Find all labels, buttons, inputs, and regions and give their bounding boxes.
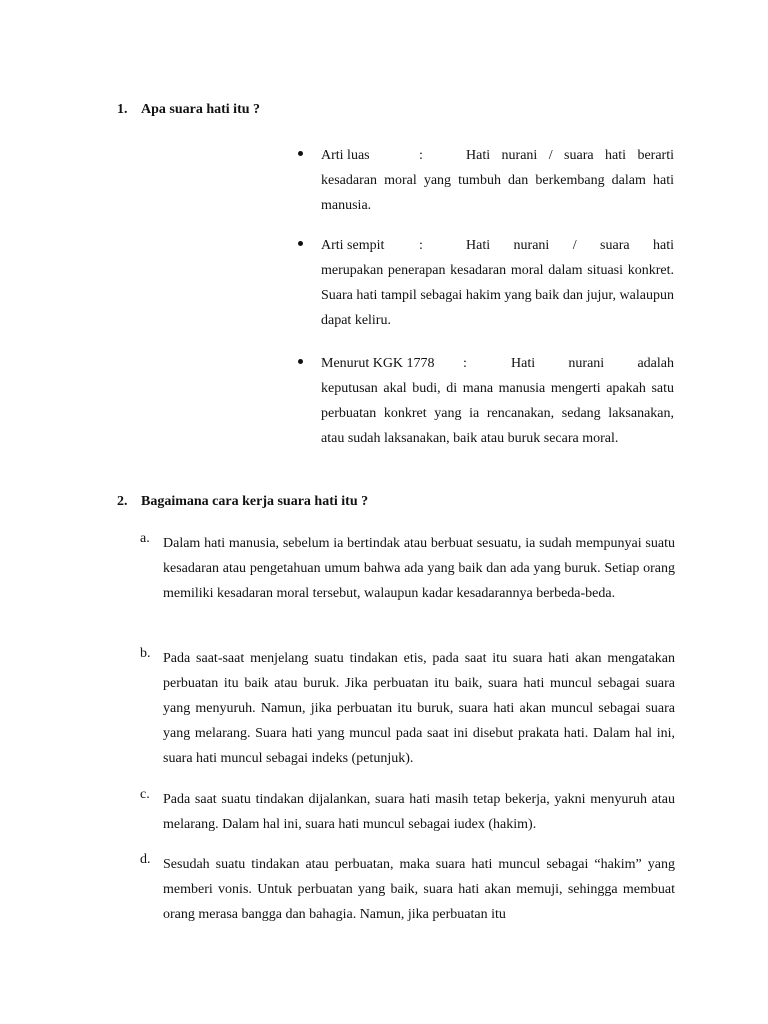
section-2-number: 2. [117,494,128,509]
list-item-b [140,646,675,771]
list-marker: b. [140,646,151,661]
list-item-text: Dalam hati manusia, sebelum ia bertindak atau berbuat sesuatu, ia sudah mempunyai suatu kesadaran atau pengetahuan umum bahwa ada yang baik dan ada yang buruk. Setiap orang memiliki kesadaran moral tersebut, walaupun kadar kesadarannya berbeda-beda. [163,536,675,601]
section-2-heading [117,494,368,510]
section-1-title: Apa suara hati itu ? [141,102,261,117]
bullet-continuation: merupakan penerapan kesadaran moral dalam situasi konkret. Suara hati tampil sebagai hakim yang baik dan jujur, walaupun dapat keliru. [321,263,674,328]
bullet-first-line: Hati nurani / suara hati [466,238,674,253]
bullet-first-line: Hati nurani / suara hati berarti [466,148,674,163]
bullet-colon: : [463,356,467,371]
list-item-text: Sesudah suatu tindakan atau perbuatan, maka suara hati muncul sebagai “hakim” yang memberi vonis. Untuk perbuatan yang baik, suara hati akan memuji, sehingga membuat orang merasa bangga dan bahagia. Namun, jika perbuatan itu [163,857,675,922]
list-item-a [140,531,675,606]
list-item-text: Pada saat suatu tindakan dijalankan, suara hati masih tetap bekerja, yakni menyuruh atau melarang. Dalam hal ini, suara hati muncul sebagai iudex (hakim). [163,792,675,832]
bullet-first-line: Hati nurani adalah [511,356,674,371]
list-marker: c. [140,787,150,802]
list-item-text: Pada saat-saat menjelang suatu tindakan etis, pada saat itu suara hati akan mengatakan perbuatan itu baik atau buruk. Jika perbuatan itu baik, suara hati muncul sebagai suara yang menyuruh. Namun, jika perbuatan itu buruk, suara hati akan muncul sebagai suara yang melarang. Suara hati yang muncul pada saat ini disebut prakata hati. Dalam hal ini, suara hati muncul sebagai indeks (petunjuk). [163,651,675,766]
bullet-label: Arti sempit [321,238,385,253]
bullet-continuation: kesadaran moral yang tumbuh dan berkembang dalam hati manusia. [321,173,674,213]
bullet-arti-luas [298,143,674,218]
bullet-colon: : [419,148,423,163]
list-item-c [140,787,675,837]
bullet-continuation: keputusan akal budi, di mana manusia mengerti apakah satu perbuatan konkret yang ia rencanakan, sedang laksanakan, atau sudah laksanakan, baik atau buruk secara moral. [321,381,674,446]
bullet-dot-icon [298,151,303,156]
bullet-label: Arti luas [321,148,370,163]
bullet-dot-icon [298,241,303,246]
bullet-menurut-kgk [298,351,674,451]
list-marker: a. [140,531,150,546]
section-1-number: 1. [117,102,128,117]
bullet-colon: : [419,238,423,253]
bullet-arti-sempit [298,233,674,333]
section-2-title: Bagaimana cara kerja suara hati itu ? [141,494,369,509]
list-marker: d. [140,852,151,867]
bullet-label: Menurut KGK 1778 [321,356,435,371]
list-item-d [140,852,675,927]
bullet-dot-icon [298,359,303,364]
section-1-heading [117,102,260,118]
